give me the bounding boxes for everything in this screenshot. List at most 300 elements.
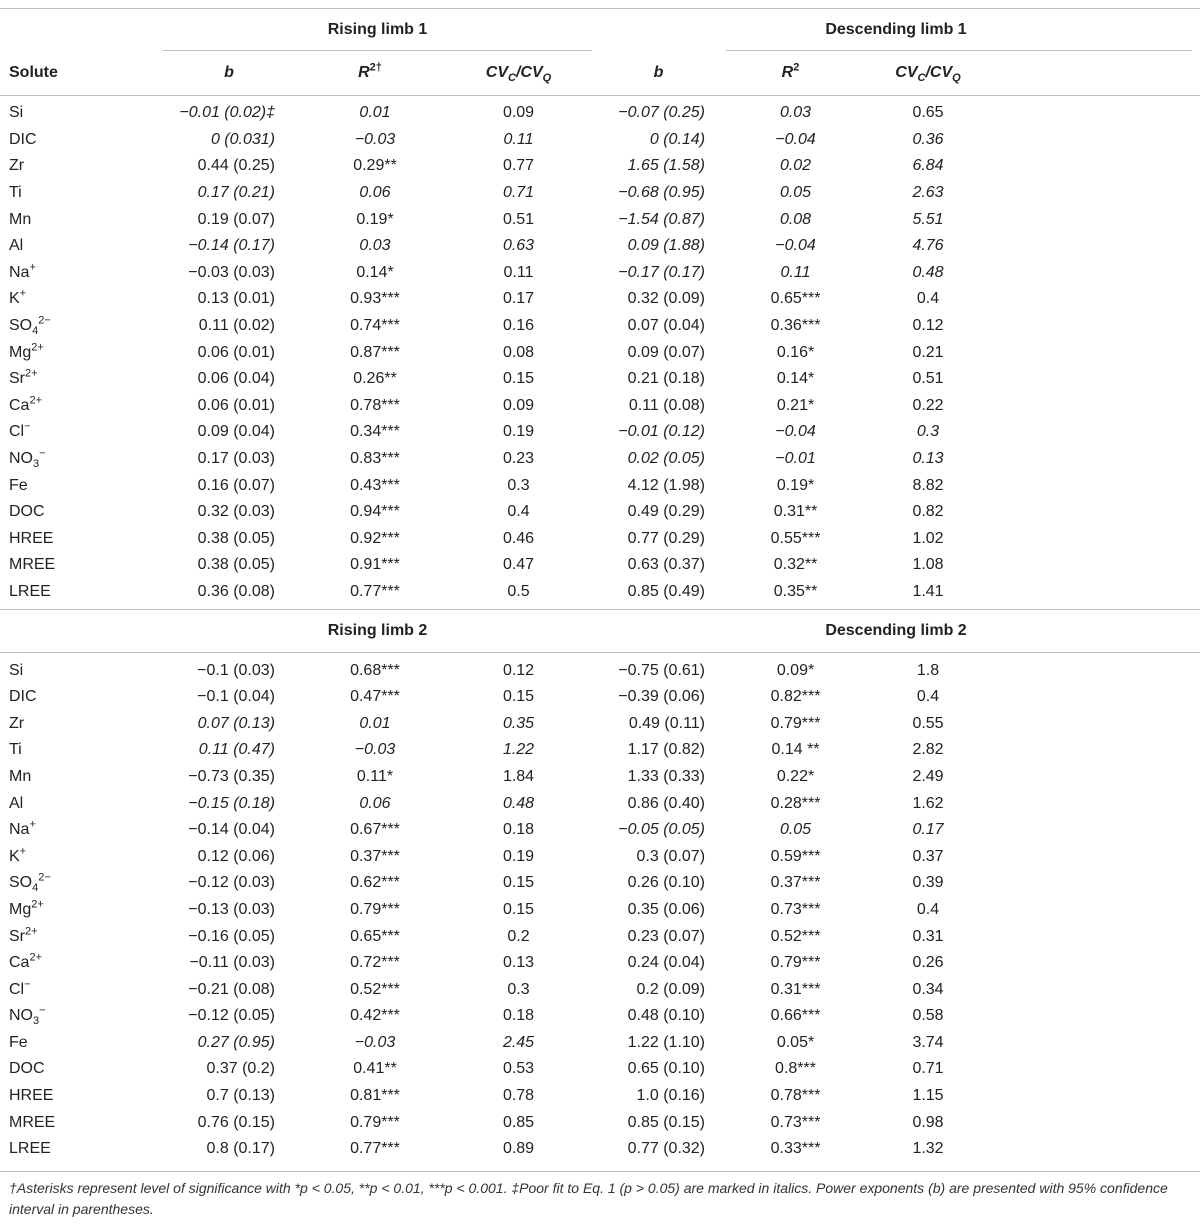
r2-cell: 0.73*** [770,1113,821,1131]
solute-cell: $Ca^{2+}$ [9,951,42,972]
b-cell: 0.19 (0.07) [197,210,275,228]
r2-cell: 0.74*** [350,317,400,335]
b-cell: −0.12 (0.03) [188,874,275,892]
table-row [0,817,1200,844]
cv-cell: 0.47 [502,556,535,574]
cv-cell: 0.26 [912,954,944,972]
b-cell: 0.09 (0.04) [197,423,275,441]
b-cell: 0.07 (0.13) [197,714,275,732]
cv-cell: 0.13 [912,450,944,468]
r2-cell: 0.83*** [350,450,400,468]
cv-cell: 0.21 [912,343,944,361]
r2-cell: 0.65*** [770,290,821,308]
r2-cell: 0.29** [353,157,397,175]
section1-title-row [0,9,1200,52]
b-cell: 0.11 (0.47) [198,741,275,759]
solute-cell: Ti [9,741,22,759]
table-row [0,180,1200,207]
section1-right-title: Descending limb 1 [825,21,967,38]
b-cell: 0.13 (0.01) [197,290,275,308]
r2-cell: 0.22* [776,767,815,785]
r2-cell: 0.11* [356,767,394,785]
cv-cell: 0.89 [502,1140,535,1158]
r2-cell: 0.52*** [350,980,400,998]
table-row [0,790,1200,817]
solute-cell: HREE [9,529,54,547]
table-row [0,950,1200,977]
b-cell: 0.27 (0.95) [197,1033,275,1051]
r2-cell: 0.55*** [770,529,821,547]
cv-cell: 0.3 [916,423,940,441]
cv-cell: 0.77 [502,157,535,175]
cv-cell: 1.8 [916,661,940,679]
cv-cell: 0.4 [916,900,940,918]
cv-cell: 0.58 [912,1007,944,1025]
cv-cell: 4.76 [912,237,944,255]
b-cell: 1.17 (0.82) [627,741,706,759]
table-row [0,499,1200,526]
table-row [0,1083,1200,1110]
cv-cell: 0.98 [912,1113,944,1131]
cv-cell: 0.55 [912,714,944,732]
cv-cell: 0.18 [502,821,535,839]
b-cell: −0.68 (0.95) [618,184,706,202]
cv-cell: 0.19 [502,423,535,441]
table-row [0,923,1200,950]
r2-cell: 0.06 [359,184,391,202]
cv-cell: 0.46 [502,529,535,547]
b-cell: 0.3 (0.07) [636,847,706,865]
cv-cell: 1.02 [912,529,944,547]
r2-cell: 0.06 [359,794,391,812]
r2-cell: 0.77*** [350,582,400,600]
cv-cell: 6.84 [912,157,944,175]
solute-cell: HREE [9,1087,54,1105]
table-row [0,366,1200,393]
r2-cell: 0.31*** [770,980,821,998]
b-cell: −0.13 (0.03) [188,900,275,918]
r2-cell: 0.28*** [770,794,821,812]
b-cell: 0.44 (0.25) [197,157,275,175]
table-footnote: †Asterisks represent level of significance with *p < 0.05, **p < 0.01, ***p < 0.001. ‡Poor fit to Eq. 1 (p > 0.05) are marked in italics. Power exponents (b) are presented with 95% confidence interval in parentheses. [9,1180,1168,1217]
cv-cell: 0.2 [507,927,530,945]
r2-cell: 0.81*** [350,1087,400,1105]
b-cell: −0.73 (0.35) [188,767,275,785]
b-cell: −0.17 (0.17) [618,263,706,281]
b-cell: 0.77 (0.32) [627,1140,706,1158]
table-row [0,419,1200,446]
r2-cell: 0.87*** [350,343,400,361]
cv-cell: 1.84 [502,767,535,785]
table-row [0,206,1200,233]
b-cell: 0.11 (0.02) [198,317,275,335]
cv-cell: 0.11 [503,263,534,281]
cv-cell: 0.23 [502,450,535,468]
r2-cell: 0.82*** [770,688,821,706]
r2-cell: 0.05* [776,1033,815,1051]
b-cell: 0.09 (1.88) [627,237,706,255]
cv-cell: 2.82 [912,741,944,759]
cv-cell: 0.39 [912,874,944,892]
r2-cell: 0.14 ** [771,741,820,759]
results-table [0,8,1200,1167]
cv-cell: 0.71 [502,184,535,202]
r2-marked-header: $R^{2\dagger}$ [358,61,382,81]
r2-cell: 0.67*** [350,821,400,839]
r2-cell: −0.04 [775,237,816,255]
b-cell: −0.21 (0.08) [188,980,275,998]
r2-cell: 0.08 [779,210,812,228]
cv-cell: 0.15 [502,874,535,892]
solute-cell: Ti [9,184,22,202]
r2-cell: 0.41** [353,1060,397,1078]
cv-cell: 0.3 [507,476,530,494]
r2-cell: 0.34*** [350,423,400,441]
table-row [0,96,1200,127]
solute-cell: Si [9,104,24,122]
r2-cell: 0.8*** [775,1060,816,1078]
cv-cell: 0.12 [502,661,535,679]
table-row [0,472,1200,499]
b-cell: −0.03 (0.03) [188,263,275,281]
solute-cell: Cl− [9,421,31,441]
b-cell: 0.17 (0.21) [197,184,275,202]
solute-cell: Zr [9,157,25,175]
cv-cell: 0.15 [502,370,535,388]
b-cell: 0.63 (0.37) [627,556,706,574]
cv-cell: 2.45 [502,1033,535,1051]
section2-title-row [0,610,1200,653]
section1-left-title: Rising limb 1 [327,21,428,38]
table-row [0,1003,1200,1030]
cv-cell: 0.35 [502,714,535,732]
solute-cell: $Ca^{2+}$ [9,394,42,414]
cv-cell: 2.63 [912,184,944,202]
r2-cell: 0.16* [776,343,815,361]
b-cell: 0 (0.031) [210,130,275,148]
cv-cell: 8.82 [912,476,944,494]
b-cell: 0.11 (0.08) [628,396,706,414]
b-cell: 0.85 (0.15) [627,1113,706,1131]
cv-cell: 1.62 [912,794,944,812]
solute-cell: $SO_4^{2-}$ [9,872,51,895]
r2-cell: 0.79*** [770,954,821,972]
table-row [0,976,1200,1003]
cv-cell: 0.51 [502,210,535,228]
cv-cell: 1.32 [912,1140,944,1158]
b-cell: 1.0 (0.16) [636,1087,706,1105]
r2-cell: 0.19* [776,476,815,494]
r2-cell: 0.78*** [350,396,400,414]
solute-cell: $SO_4^{2-}$ [9,314,51,338]
solute-cell: Na+ [9,818,36,839]
cv-cell: 0.78 [502,1087,535,1105]
b-cell: 0.21 (0.18) [627,370,706,388]
table-row [0,870,1200,897]
solute-cell: Mn [9,767,32,785]
r2-cell: 0.32** [773,556,818,574]
table-row [0,286,1200,313]
cv-cell: 0.48 [502,794,535,812]
solute-cell: Na+ [9,261,36,281]
cv-cell: 0.16 [502,317,535,335]
solute-cell: LREE [9,582,51,600]
b-cell: −0.75 (0.61) [618,661,706,679]
b-cell: 0.77 (0.29) [627,529,706,547]
b-cell: 0.16 (0.07) [197,476,275,494]
b-cell: 0.7 (0.13) [206,1087,275,1105]
b-cell: 1.65 (1.58) [627,157,706,175]
b-cell: 0.06 (0.04) [197,370,275,388]
b-cell: −0.12 (0.05) [188,1007,275,1025]
solute-cell: Al [9,794,24,812]
b-cell: 0.49 (0.11) [628,714,706,732]
divider [0,1171,1200,1172]
b-cell: 0.09 (0.07) [627,343,706,361]
b-header: b [653,64,664,81]
b-cell: 0.86 (0.40) [627,794,706,812]
cv-cell: 0.37 [912,847,944,865]
solute-cell: Fe [9,1033,28,1051]
b-cell: 0.32 (0.03) [197,503,275,521]
cv-cell: 0.5 [507,582,530,600]
r2-cell: 0.36*** [770,317,821,335]
b-cell: 0.32 (0.09) [627,290,706,308]
r2-cell: 0.19* [356,210,394,228]
b-cell: 0.38 (0.05) [197,556,275,574]
b-cell: 1.33 (0.33) [627,767,706,785]
b-cell: 0.85 (0.49) [627,582,706,600]
b-cell: 0.49 (0.29) [627,503,706,521]
r2-cell: 0.79*** [350,1113,400,1131]
r2-cell: 0.94*** [350,503,400,521]
solute-cell: MREE [9,1113,56,1131]
r2-cell: 0.47*** [350,688,400,706]
b-cell: −0.15 (0.18) [188,794,275,812]
r2-cell: −0.03 [354,130,396,148]
cv-cell: 1.22 [502,741,535,759]
cv-cell: 1.15 [912,1087,944,1105]
r2-cell: 0.03 [359,237,391,255]
table-row [0,233,1200,260]
table-row [0,1056,1200,1083]
b-cell: −0.16 (0.05) [188,927,275,945]
r2-cell: 0.73*** [770,900,821,918]
solute-cell: DOC [9,1060,45,1078]
table-row [0,1109,1200,1136]
cv-cell: 5.51 [912,210,944,228]
b-cell: 0.76 (0.15) [197,1113,275,1131]
b-cell: 4.12 (1.98) [627,476,706,494]
b-cell: 0.36 (0.08) [197,582,275,600]
solute-cell: $Mg^{2+}$ [9,898,44,918]
r2-cell: 0.31** [773,503,818,521]
cv-cell: 0.17 [912,821,944,839]
r2-cell: 0.66*** [770,1007,821,1025]
r2-cell: −0.04 [775,130,816,148]
table-row [0,1030,1200,1057]
table-row [0,684,1200,711]
b-cell: 0.35 (0.06) [627,900,706,918]
cv-cell: 0.15 [502,688,535,706]
b-cell: 0.23 (0.07) [627,927,706,945]
table-row [0,260,1200,287]
cv-cell: 0.63 [502,237,535,255]
r2-cell: 0.79*** [350,900,400,918]
divider [163,50,592,51]
cv-cell: 0.4 [507,503,530,521]
table-row [0,764,1200,791]
table-row [0,737,1200,764]
r2-cell: 0.14* [776,370,815,388]
b-cell: −0.01 (0.02)‡ [179,104,275,122]
r2-cell: 0.91*** [350,556,400,574]
table-row [0,526,1200,553]
cv-header: $CV_C/CV_Q$ [485,64,552,85]
solute-cell: $Mg^{2+}$ [9,341,44,361]
r2-cell: 0.09* [776,661,815,679]
cv-header: $CV_C/CV_Q$ [895,64,961,85]
solute-cell: DOC [9,503,45,521]
table-row [0,446,1200,473]
b-cell: 0.17 (0.03) [197,450,275,468]
b-cell: −0.14 (0.04) [188,821,275,839]
cv-cell: 0.4 [916,290,940,308]
table-row [0,653,1200,684]
r2-cell: 0.43*** [350,476,400,494]
solute-cell: DIC [9,130,37,148]
solute-cell: $NO_3^-$ [9,1004,46,1028]
r2-cell: 0.35** [773,582,818,600]
r2-cell: 0.68*** [350,661,400,679]
solute-cell: MREE [9,556,56,574]
b-cell: −0.05 (0.05) [618,821,706,839]
cv-cell: 0.17 [502,290,535,308]
table-row [0,897,1200,924]
r2-cell: 0.79*** [770,714,821,732]
cv-cell: 0.11 [503,130,534,148]
r2-cell: 0.11 [780,263,811,281]
table-row [0,843,1200,870]
table-row [0,127,1200,154]
cv-cell: 3.74 [912,1033,944,1051]
cv-cell: 0.65 [912,104,944,122]
cv-cell: 0.08 [502,343,535,361]
cv-cell: 0.22 [912,396,944,414]
b-header: b [224,64,234,81]
b-cell: 0.38 (0.05) [197,529,275,547]
b-cell: −0.1 (0.03) [197,661,275,679]
section2-left-title: Rising limb 2 [327,622,428,640]
r2-cell: 0.77*** [350,1140,400,1158]
cv-cell: 0.85 [502,1113,535,1131]
cv-cell: 0.51 [912,370,944,388]
solute-cell: $NO_3^-$ [9,447,46,471]
cv-cell: 0.34 [912,980,944,998]
cv-cell: 1.41 [912,582,944,600]
column-header-row [0,51,1200,96]
table-row [0,552,1200,579]
r2-cell: 0.78*** [770,1087,821,1105]
b-cell: −1.54 (0.87) [618,210,706,228]
solute-cell: LREE [9,1140,51,1158]
cv-cell: 0.15 [502,900,535,918]
r2-cell: 0.05 [779,821,812,839]
b-cell: −0.01 (0.12) [618,423,706,441]
r2-cell: 0.42*** [350,1007,400,1025]
r2-cell: 0.02 [779,157,812,175]
table-row [0,710,1200,737]
r2-cell: 0.93*** [350,290,400,308]
r2-cell: 0.26** [353,370,397,388]
b-cell: −0.1 (0.04) [197,688,275,706]
r2-cell: −0.03 [354,741,396,759]
solute-cell: Cl− [9,978,31,998]
b-cell: 0.06 (0.01) [197,396,275,414]
solute-cell: Mn [9,210,32,228]
cv-cell: 0.71 [912,1060,944,1078]
cv-cell: 0.82 [912,503,944,521]
r2-cell: 0.33*** [770,1140,821,1158]
solute-cell: $Sr^{2+}$ [9,367,38,388]
b-cell: 0.24 (0.04) [627,954,706,972]
r2-header: $R^2$ [781,61,800,81]
table-row [0,393,1200,420]
r2-cell: −0.01 [775,450,816,468]
b-cell: 0.8 (0.17) [206,1140,275,1158]
table-row [0,1136,1200,1167]
b-cell: 0.12 (0.06) [197,847,275,865]
r2-cell: 0.37*** [770,874,821,892]
cv-cell: 1.08 [912,556,944,574]
b-cell: 0 (0.14) [649,130,706,148]
r2-cell: 0.92*** [350,529,400,547]
section2-right-title: Descending limb 2 [825,622,967,640]
solute-cell: K+ [9,288,27,308]
cv-cell: 0.12 [912,317,944,335]
r2-cell: −0.03 [354,1033,396,1051]
b-cell: −0.07 (0.25) [618,104,706,122]
r2-cell: 0.72*** [350,954,400,972]
cv-cell: 0.36 [912,130,944,148]
table-row [0,579,1200,610]
solute-header: Solute [9,64,58,81]
r2-cell: 0.01 [359,714,391,732]
cv-cell: 0.13 [502,954,535,972]
b-cell: −0.11 (0.03) [189,954,275,972]
b-cell: 0.48 (0.10) [627,1007,706,1025]
cv-cell: 0.18 [502,1007,535,1025]
b-cell: −0.14 (0.17) [188,237,275,255]
cv-cell: 0.4 [916,688,940,706]
r2-cell: 0.37*** [350,847,400,865]
b-cell: 0.37 (0.2) [206,1060,275,1078]
cv-cell: 0.09 [502,396,535,414]
cv-cell: 0.3 [507,980,530,998]
r2-cell: 0.03 [779,104,812,122]
solute-cell: Si [9,661,24,679]
b-cell: 0.26 (0.10) [627,874,706,892]
solute-cell: Fe [9,476,28,494]
r2-cell: 0.14* [356,263,394,281]
cv-cell: 2.49 [912,767,944,785]
r2-cell: 0.52*** [770,927,821,945]
table-row [0,153,1200,180]
b-cell: 0.02 (0.05) [627,450,706,468]
b-cell: 0.65 (0.10) [627,1060,706,1078]
b-cell: 0.06 (0.01) [197,343,275,361]
b-cell: 1.22 (1.10) [627,1033,706,1051]
